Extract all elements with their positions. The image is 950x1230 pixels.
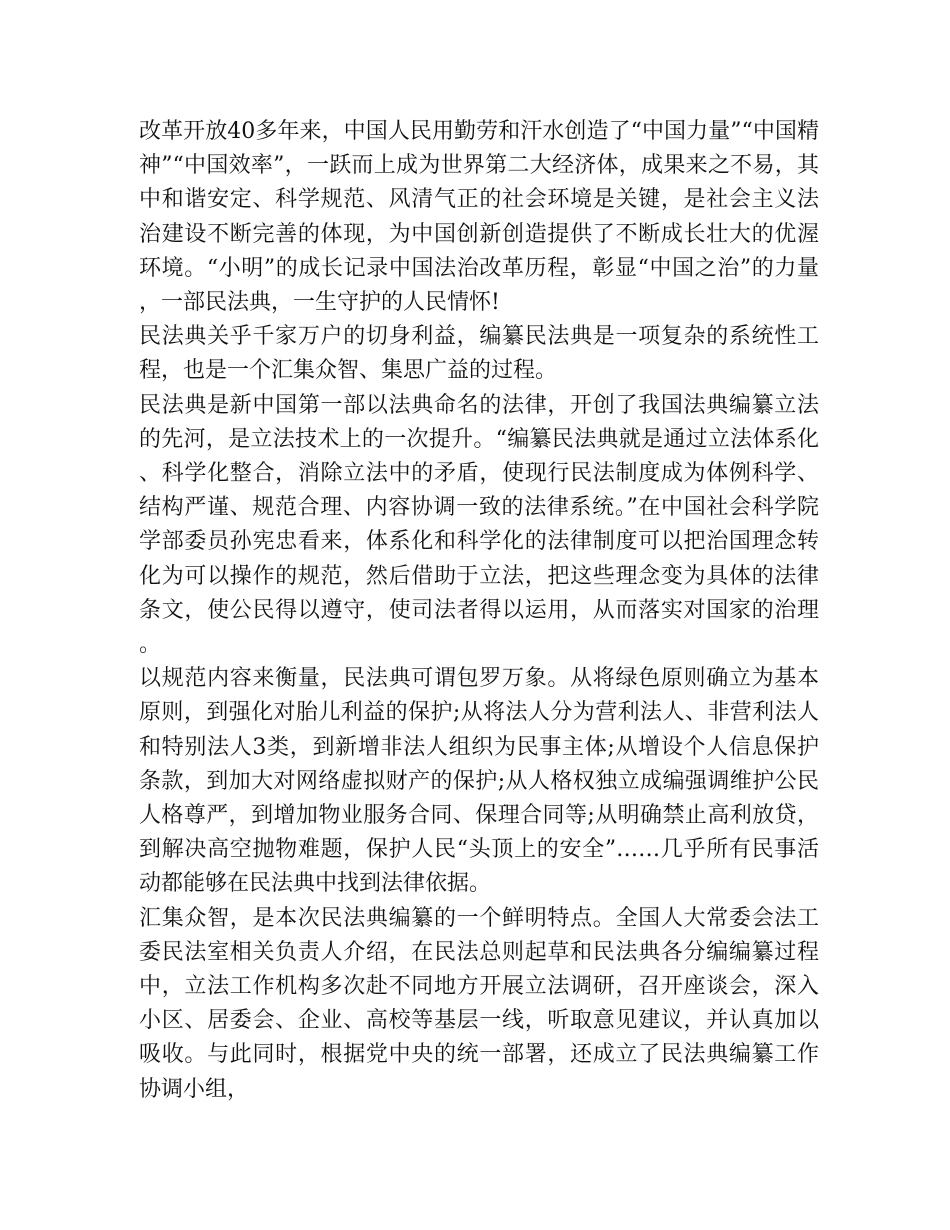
paragraph-3: 民法典是新中国第一部以法典命名的法律，开创了我国法典编纂立法的先河，是立法技术上的一次提升。“编纂民法典就是通过立法体系化、科学化整合，消除立法中的矛盾，使现行民法制度成为体例科学、结构严谨、规范合理、内容协调一致的法律系统。”在中国社会科学院学部委员孙宪忠看来，体系化和科学化的法律制度可以把治国理念转化为可以操作的规范，然后借助于立法，把这些理念变为具体的法律条文，使公民得以遵守，使司法者得以运用，从而落实对国家的治理。 bbox=[139, 392, 819, 658]
paragraph-2: 民法典关乎千家万户的切身利益，编纂民法典是一项复杂的系统性工程，也是一个汇集众智、集思广益的过程。 bbox=[139, 324, 819, 384]
paragraph-5: 汇集众智，是本次民法典编纂的一个鲜明特点。全国人大常委会法工委民法室相关负责人介绍，在民法总则起草和民法典各分编编纂过程中，立法工作机构多次赴不同地方开展立法调研，召开座谈会，深入小区、居委会、企业、高校等基层一线，听取意见建议，并认真加以吸收。与此同时，根据党中央的统一部署，还成立了民法典编纂工作协调小组， bbox=[139, 905, 819, 1102]
paragraph-4: 以规范内容来衡量，民法典可谓包罗万象。从将绿色原则确立为基本原则，到强化对胎儿利益的保护;从将法人分为营利法人、非营利法人和特别法人3类，到新增非法人组织为民事主体;从增设个人信息保护条款，到加大对网络虚拟财产的保护;从人格权独立成编强调维护公民人格尊严，到增加物业服务合同、保理合同等;从明确禁止高利放贷，到解决高空抛物难题，保护人民“头顶上的安全”……几乎所有民事活动都能够在民法典中找到法律依据。 bbox=[139, 666, 819, 897]
document-page bbox=[139, 115, 819, 1107]
paragraph-1: 改革开放40多年来，中国人民用勤劳和汗水创造了“中国力量”“中国精神”“中国效率”，一跃而上成为世界第二大经济体，成果来之不易，其中和谐安定、科学规范、风清气正的社会环境是关键，是社会主义法治建设不断完善的体现，为中国创新创造提供了不断成长壮大的优渥环境。“小明”的成长记录中国法治改革历程，彰显“中国之治”的力量，一部民法典，一生守护的人民情怀! bbox=[139, 119, 819, 316]
